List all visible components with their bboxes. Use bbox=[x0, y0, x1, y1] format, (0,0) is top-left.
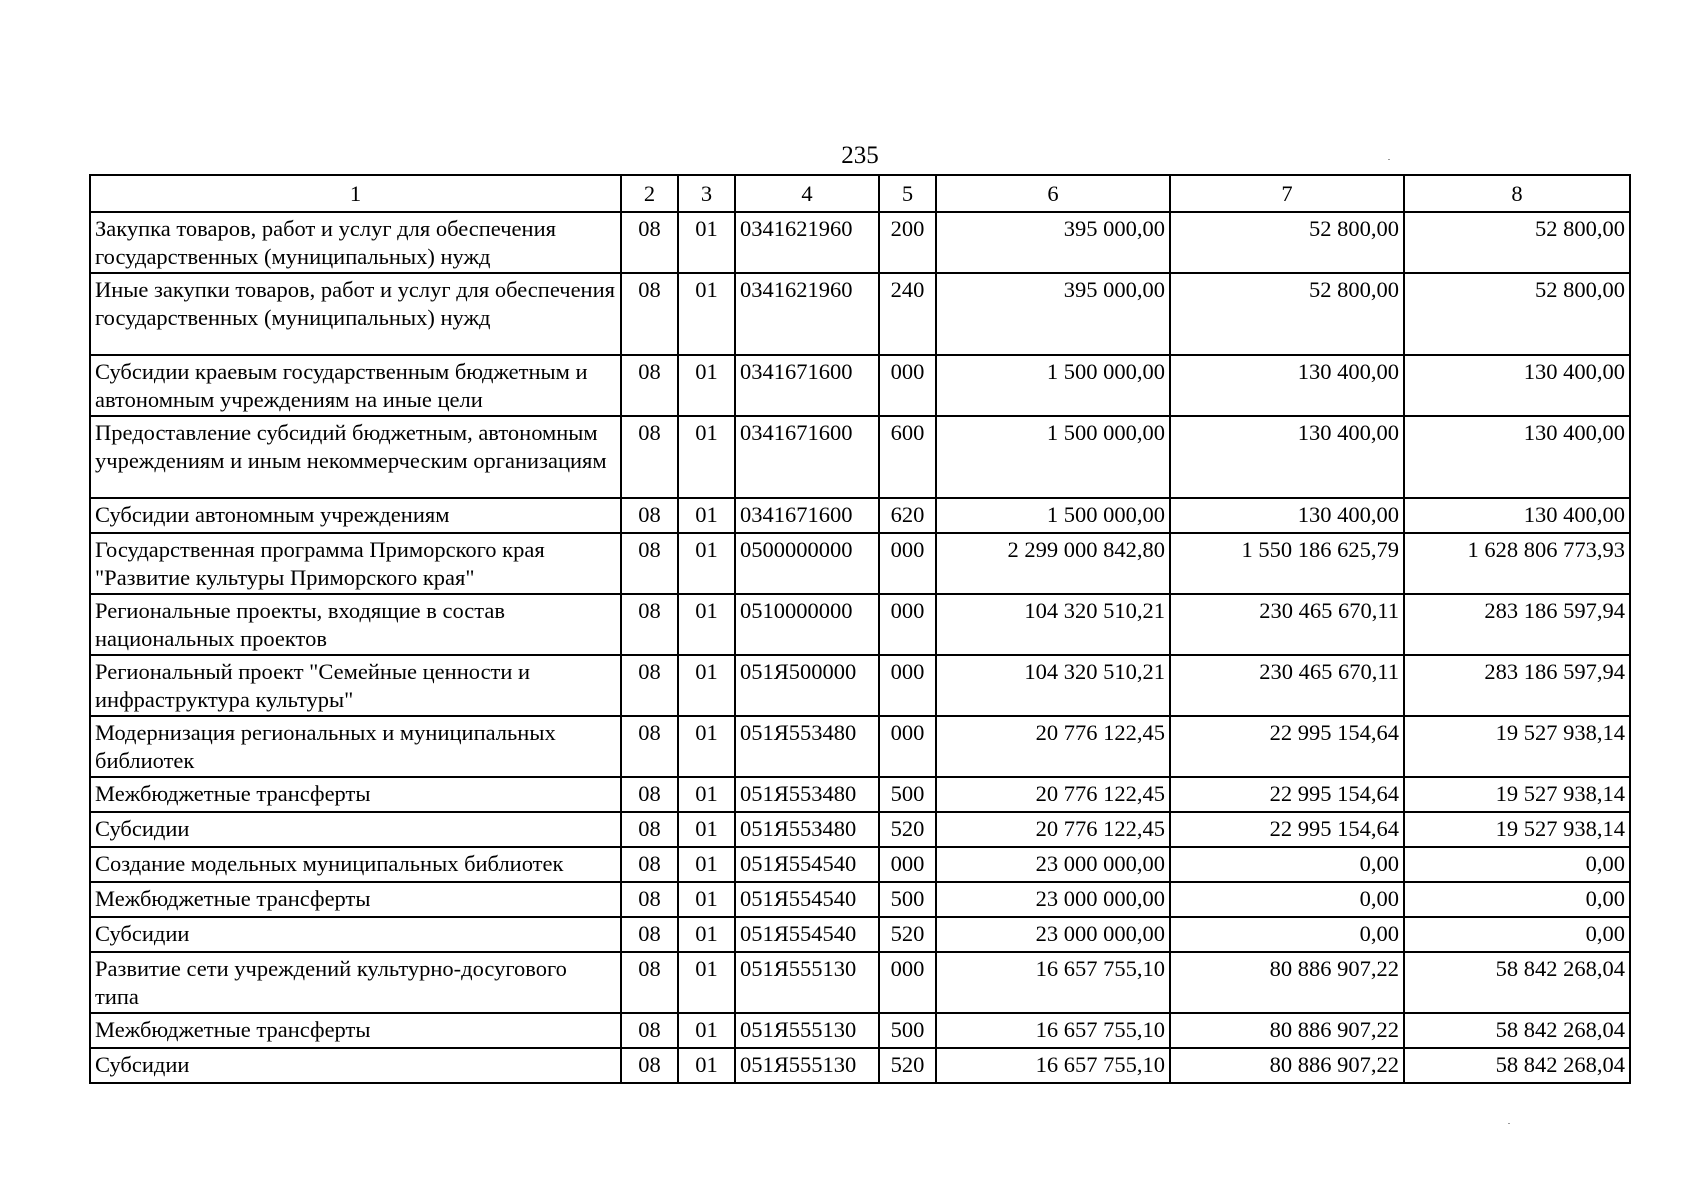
row-amount-col6: 20 776 122,45 bbox=[936, 777, 1170, 812]
table-row bbox=[90, 716, 1630, 777]
row-amount-col7: 130 400,00 bbox=[1170, 498, 1404, 533]
row-amount-col6: 1 500 000,00 bbox=[936, 416, 1170, 498]
row-amount-col6: 23 000 000,00 bbox=[936, 917, 1170, 952]
row-amount-col7: 52 800,00 bbox=[1170, 273, 1404, 355]
row-amount-col6: 395 000,00 bbox=[936, 212, 1170, 273]
table-row bbox=[90, 273, 1630, 355]
row-subsection-code: 01 bbox=[678, 212, 735, 273]
row-subsection-code: 01 bbox=[678, 498, 735, 533]
row-target-article: 0341671600 bbox=[735, 355, 879, 416]
row-amount-col6: 16 657 755,10 bbox=[936, 1013, 1170, 1048]
row-subsection-code: 01 bbox=[678, 594, 735, 655]
row-amount-col7: 230 465 670,11 bbox=[1170, 655, 1404, 716]
row-amount-col7: 130 400,00 bbox=[1170, 416, 1404, 498]
row-section-code: 08 bbox=[621, 355, 678, 416]
row-amount-col8: 19 527 938,14 bbox=[1404, 777, 1630, 812]
row-target-article: 051Я555130 bbox=[735, 1013, 879, 1048]
row-target-article: 051Я500000 bbox=[735, 655, 879, 716]
row-amount-col8: 0,00 bbox=[1404, 917, 1630, 952]
row-expense-type: 000 bbox=[879, 533, 936, 594]
row-amount-col8: 19 527 938,14 bbox=[1404, 716, 1630, 777]
row-amount-col8: 130 400,00 bbox=[1404, 498, 1630, 533]
row-expense-type: 000 bbox=[879, 716, 936, 777]
header-col-4: 4 bbox=[735, 175, 879, 212]
row-target-article: 0341671600 bbox=[735, 416, 879, 498]
row-subsection-code: 01 bbox=[678, 1013, 735, 1048]
row-target-article: 0341621960 bbox=[735, 273, 879, 355]
row-amount-col6: 104 320 510,21 bbox=[936, 594, 1170, 655]
row-amount-col7: 0,00 bbox=[1170, 917, 1404, 952]
row-target-article: 051Я554540 bbox=[735, 917, 879, 952]
row-name: Государственная программа Приморского края "Развитие культуры Приморского края" bbox=[90, 533, 621, 594]
row-amount-col8: 0,00 bbox=[1404, 847, 1630, 882]
row-amount-col8: 283 186 597,94 bbox=[1404, 594, 1630, 655]
row-target-article: 051Я554540 bbox=[735, 847, 879, 882]
row-target-article: 051Я555130 bbox=[735, 1048, 879, 1083]
row-amount-col7: 80 886 907,22 bbox=[1170, 952, 1404, 1013]
row-name: Субсидии краевым государственным бюджетным и автономным учреждениям на иные цели bbox=[90, 355, 621, 416]
row-amount-col6: 20 776 122,45 bbox=[936, 812, 1170, 847]
row-expense-type: 500 bbox=[879, 777, 936, 812]
table-row bbox=[90, 416, 1630, 498]
row-expense-type: 620 bbox=[879, 498, 936, 533]
row-subsection-code: 01 bbox=[678, 416, 735, 498]
row-amount-col8: 19 527 938,14 bbox=[1404, 812, 1630, 847]
row-section-code: 08 bbox=[621, 1048, 678, 1083]
row-amount-col8: 130 400,00 bbox=[1404, 416, 1630, 498]
row-amount-col7: 0,00 bbox=[1170, 847, 1404, 882]
row-section-code: 08 bbox=[621, 212, 678, 273]
row-amount-col8: 130 400,00 bbox=[1404, 355, 1630, 416]
row-name: Межбюджетные трансферты bbox=[90, 882, 621, 917]
row-amount-col7: 1 550 186 625,79 bbox=[1170, 533, 1404, 594]
row-subsection-code: 01 bbox=[678, 273, 735, 355]
row-expense-type: 500 bbox=[879, 1013, 936, 1048]
row-section-code: 08 bbox=[621, 533, 678, 594]
header-col-5: 5 bbox=[879, 175, 936, 212]
row-expense-type: 240 bbox=[879, 273, 936, 355]
row-expense-type: 520 bbox=[879, 917, 936, 952]
table-body bbox=[90, 212, 1630, 1083]
row-target-article: 051Я553480 bbox=[735, 812, 879, 847]
row-amount-col8: 52 800,00 bbox=[1404, 273, 1630, 355]
row-expense-type: 520 bbox=[879, 812, 936, 847]
row-name: Субсидии автономным учреждениям bbox=[90, 498, 621, 533]
row-expense-type: 500 bbox=[879, 882, 936, 917]
row-amount-col6: 1 500 000,00 bbox=[936, 498, 1170, 533]
row-amount-col6: 395 000,00 bbox=[936, 273, 1170, 355]
row-expense-type: 520 bbox=[879, 1048, 936, 1083]
row-target-article: 0341671600 bbox=[735, 498, 879, 533]
row-section-code: 08 bbox=[621, 917, 678, 952]
row-name: Субсидии bbox=[90, 917, 621, 952]
row-subsection-code: 01 bbox=[678, 533, 735, 594]
row-name: Субсидии bbox=[90, 1048, 621, 1083]
row-subsection-code: 01 bbox=[678, 952, 735, 1013]
row-amount-col8: 58 842 268,04 bbox=[1404, 1048, 1630, 1083]
row-name: Межбюджетные трансферты bbox=[90, 777, 621, 812]
row-name: Региональные проекты, входящие в состав национальных проектов bbox=[90, 594, 621, 655]
row-subsection-code: 01 bbox=[678, 847, 735, 882]
row-amount-col6: 23 000 000,00 bbox=[936, 847, 1170, 882]
row-subsection-code: 01 bbox=[678, 812, 735, 847]
row-section-code: 08 bbox=[621, 594, 678, 655]
row-target-article: 051Я555130 bbox=[735, 952, 879, 1013]
row-section-code: 08 bbox=[621, 716, 678, 777]
row-target-article: 051Я553480 bbox=[735, 716, 879, 777]
header-col-2: 2 bbox=[621, 175, 678, 212]
row-section-code: 08 bbox=[621, 882, 678, 917]
row-name: Региональный проект "Семейные ценности и инфраструктура культуры" bbox=[90, 655, 621, 716]
row-subsection-code: 01 bbox=[678, 882, 735, 917]
row-amount-col7: 0,00 bbox=[1170, 882, 1404, 917]
row-section-code: 08 bbox=[621, 812, 678, 847]
row-section-code: 08 bbox=[621, 847, 678, 882]
table-row bbox=[90, 777, 1630, 812]
row-amount-col6: 16 657 755,10 bbox=[936, 1048, 1170, 1083]
row-expense-type: 000 bbox=[879, 847, 936, 882]
row-target-article: 051Я554540 bbox=[735, 882, 879, 917]
row-amount-col6: 20 776 122,45 bbox=[936, 716, 1170, 777]
header-col-8: 8 bbox=[1404, 175, 1630, 212]
table-row bbox=[90, 655, 1630, 716]
row-amount-col8: 58 842 268,04 bbox=[1404, 952, 1630, 1013]
table-row bbox=[90, 847, 1630, 882]
row-subsection-code: 01 bbox=[678, 777, 735, 812]
row-subsection-code: 01 bbox=[678, 1048, 735, 1083]
row-section-code: 08 bbox=[621, 273, 678, 355]
row-expense-type: 200 bbox=[879, 212, 936, 273]
row-expense-type: 600 bbox=[879, 416, 936, 498]
scan-speck bbox=[1388, 159, 1390, 160]
scan-speck bbox=[1508, 1123, 1510, 1124]
row-section-code: 08 bbox=[621, 777, 678, 812]
header-col-3: 3 bbox=[678, 175, 735, 212]
row-expense-type: 000 bbox=[879, 594, 936, 655]
table-row bbox=[90, 952, 1630, 1013]
row-section-code: 08 bbox=[621, 416, 678, 498]
table-row bbox=[90, 1013, 1630, 1048]
row-name: Закупка товаров, работ и услуг для обеспечения государственных (муниципальных) нужд bbox=[90, 212, 621, 273]
header-col-7: 7 bbox=[1170, 175, 1404, 212]
row-target-article: 051Я553480 bbox=[735, 777, 879, 812]
row-amount-col7: 230 465 670,11 bbox=[1170, 594, 1404, 655]
header-col-6: 6 bbox=[936, 175, 1170, 212]
row-amount-col6: 1 500 000,00 bbox=[936, 355, 1170, 416]
row-name: Межбюджетные трансферты bbox=[90, 1013, 621, 1048]
row-section-code: 08 bbox=[621, 655, 678, 716]
row-amount-col7: 22 995 154,64 bbox=[1170, 777, 1404, 812]
row-amount-col6: 16 657 755,10 bbox=[936, 952, 1170, 1013]
row-amount-col7: 22 995 154,64 bbox=[1170, 716, 1404, 777]
row-name: Создание модельных муниципальных библиотек bbox=[90, 847, 621, 882]
header-row bbox=[90, 175, 1630, 212]
table-row bbox=[90, 212, 1630, 273]
table-row bbox=[90, 812, 1630, 847]
row-amount-col7: 52 800,00 bbox=[1170, 212, 1404, 273]
row-name: Развитие сети учреждений культурно-досугового типа bbox=[90, 952, 621, 1013]
row-amount-col7: 80 886 907,22 bbox=[1170, 1013, 1404, 1048]
row-name: Модернизация региональных и муниципальных библиотек bbox=[90, 716, 621, 777]
header-col-1: 1 bbox=[90, 175, 621, 212]
row-expense-type: 000 bbox=[879, 952, 936, 1013]
row-name: Иные закупки товаров, работ и услуг для обеспечения государственных (муниципальных) нужд bbox=[90, 273, 621, 355]
row-subsection-code: 01 bbox=[678, 655, 735, 716]
row-subsection-code: 01 bbox=[678, 716, 735, 777]
table-row bbox=[90, 917, 1630, 952]
row-amount-col8: 0,00 bbox=[1404, 882, 1630, 917]
table-row bbox=[90, 1048, 1630, 1083]
table-row bbox=[90, 533, 1630, 594]
row-amount-col8: 52 800,00 bbox=[1404, 212, 1630, 273]
row-name: Предоставление субсидий бюджетным, автономным учреждениям и иным некоммерческим организациям bbox=[90, 416, 621, 498]
row-amount-col8: 58 842 268,04 bbox=[1404, 1013, 1630, 1048]
row-amount-col8: 1 628 806 773,93 bbox=[1404, 533, 1630, 594]
row-amount-col7: 80 886 907,22 bbox=[1170, 1048, 1404, 1083]
row-amount-col6: 104 320 510,21 bbox=[936, 655, 1170, 716]
table-row bbox=[90, 594, 1630, 655]
budget-table bbox=[89, 174, 1631, 1084]
row-amount-col7: 130 400,00 bbox=[1170, 355, 1404, 416]
table-row bbox=[90, 882, 1630, 917]
table-row bbox=[90, 498, 1630, 533]
row-target-article: 0341621960 bbox=[735, 212, 879, 273]
row-section-code: 08 bbox=[621, 1013, 678, 1048]
row-amount-col6: 2 299 000 842,80 bbox=[936, 533, 1170, 594]
row-target-article: 0500000000 bbox=[735, 533, 879, 594]
row-target-article: 0510000000 bbox=[735, 594, 879, 655]
row-subsection-code: 01 bbox=[678, 355, 735, 416]
row-amount-col8: 283 186 597,94 bbox=[1404, 655, 1630, 716]
row-section-code: 08 bbox=[621, 952, 678, 1013]
row-expense-type: 000 bbox=[879, 355, 936, 416]
row-amount-col6: 23 000 000,00 bbox=[936, 882, 1170, 917]
page-number: 235 bbox=[841, 142, 879, 169]
table-row bbox=[90, 355, 1630, 416]
row-subsection-code: 01 bbox=[678, 917, 735, 952]
row-expense-type: 000 bbox=[879, 655, 936, 716]
row-amount-col7: 22 995 154,64 bbox=[1170, 812, 1404, 847]
row-section-code: 08 bbox=[621, 498, 678, 533]
row-name: Субсидии bbox=[90, 812, 621, 847]
